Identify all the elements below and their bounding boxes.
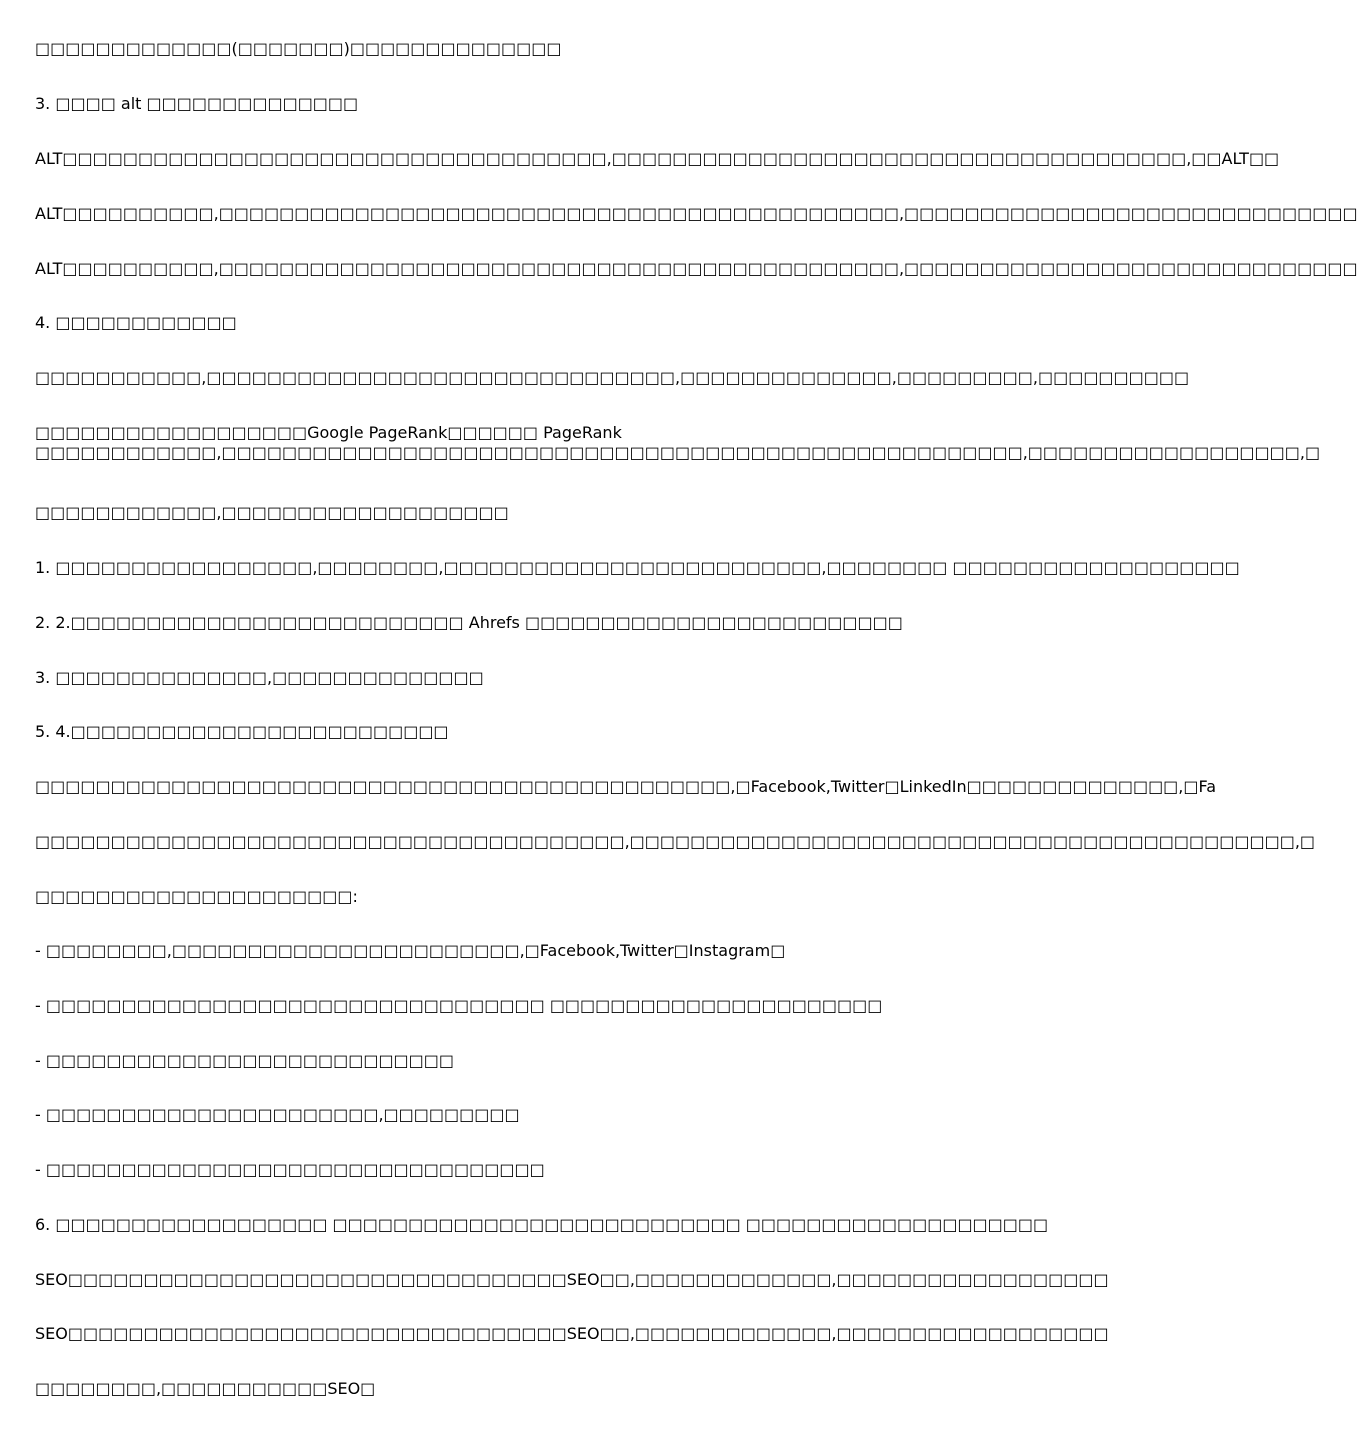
pagerank-paragraph	[35, 423, 1321, 463]
section-heading-3: 3. □□□□ alt □□□□□□□□□□□□□□	[35, 94, 359, 113]
bullet-item-1: - □□□□□□□□,□□□□□□□□□□□□□□□□□□□□□□□,□Facebook,Twitter□Instagram□	[35, 941, 786, 960]
paragraph-line-16: □□□□□□□□□□□□□□□□□□□□□□□□□□□□□□□□□□□□□□□,□□□□□□□□□□□□□□□□□□□□□□□□□□□□□□□□□□□□□□□□□□□□,□	[35, 832, 1316, 851]
bullet-item-4: - □□□□□□□□□□□□□□□□□□□□□□,□□□□□□□□□	[35, 1105, 520, 1124]
pagerank-paragraph-line-2: □□□□□□□□□□□□,□□□□□□□□□□□□□□□□□□□□□□□□□□□□□□□□□□□□□□□□□□□□□□□□□□□□□,□□□□□□□□□□□□□□□□□□,□	[35, 443, 1321, 462]
list-item-1: 1. □□□□□□□□□□□□□□□□□,□□□□□□□□,□□□□□□□□□□□□□□□□□□□□□□□□□,□□□□□□□□ □□□□□□□□□□□□□□□□□□□	[35, 558, 1240, 577]
paragraph-line-26: □□□□□□□□,□□□□□□□□□□□SEO□	[35, 1379, 376, 1398]
bullet-item-3: - □□□□□□□□□□□□□□□□□□□□□□□□□□□	[35, 1051, 455, 1070]
pagerank-paragraph-line-1: □□□□□□□□□□□□□□□□□□Google PageRank□□□□□□ PageRank	[35, 423, 622, 442]
bullet-item-5: - □□□□□□□□□□□□□□□□□□□□□□□□□□□□□□□□□	[35, 1160, 545, 1179]
section-heading-6: 6. □□□□□□□□□□□□□□□□□□ □□□□□□□□□□□□□□□□□□□□□□□□□□□ □□□□□□□□□□□□□□□□□□□□	[35, 1215, 1049, 1234]
paragraph-line-7: □□□□□□□□□□□,□□□□□□□□□□□□□□□□□□□□□□□□□□□□□□□,□□□□□□□□□□□□□□,□□□□□□□□□,□□□□□□□□□□	[35, 368, 1190, 387]
paragraph-line-5: ALT□□□□□□□□□□,□□□□□□□□□□□□□□□□□□□□□□□□□□□□□□□□□□□□□□□□□□□□□,□□□□□□□□□□□□□□□□□□□□□□□□□□□□□□	[35, 259, 1358, 278]
section-heading-5: 5. 4.□□□□□□□□□□□□□□□□□□□□□□□□□	[35, 722, 449, 741]
paragraph-line-4: ALT□□□□□□□□□□,□□□□□□□□□□□□□□□□□□□□□□□□□□□□□□□□□□□□□□□□□□□□□,□□□□□□□□□□□□□□□□□□□□□□□□□□□□□□	[35, 204, 1358, 223]
paragraph-line-15: □□□□□□□□□□□□□□□□□□□□□□□□□□□□□□□□□□□□□□□□□□□□□□,□Facebook,Twitter□LinkedIn□□□□□□□□□□□□□□,□Fa	[35, 777, 1217, 796]
paragraph-line-3: ALT□□□□□□□□□□□□□□□□□□□□□□□□□□□□□□□□□□□□,□□□□□□□□□□□□□□□□□□□□□□□□□□□□□□□□□□□□□□,□□ALT□□	[35, 149, 1280, 168]
section-heading-4: 4. □□□□□□□□□□□□	[35, 313, 237, 332]
list-item-3: 3. □□□□□□□□□□□□□□,□□□□□□□□□□□□□□	[35, 668, 484, 687]
list-item-2: 2. 2.□□□□□□□□□□□□□□□□□□□□□□□□□□ Ahrefs □□□□□□□□□□□□□□□□□□□□□□□□□	[35, 613, 903, 632]
paragraph-line-25: SEO□□□□□□□□□□□□□□□□□□□□□□□□□□□□□□□□□SEO□□,□□□□□□□□□□□□□,□□□□□□□□□□□□□□□□□□	[35, 1324, 1109, 1343]
paragraph-line-24: SEO□□□□□□□□□□□□□□□□□□□□□□□□□□□□□□□□□SEO□□,□□□□□□□□□□□□□,□□□□□□□□□□□□□□□□□□	[35, 1270, 1109, 1289]
paragraph-line-1: □□□□□□□□□□□□□(□□□□□□□)□□□□□□□□□□□□□□	[35, 39, 562, 58]
bullet-item-2: - □□□□□□□□□□□□□□□□□□□□□□□□□□□□□□□□□ □□□□□□□□□□□□□□□□□□□□□□	[35, 996, 883, 1015]
paragraph-line-10: □□□□□□□□□□□□,□□□□□□□□□□□□□□□□□□□	[35, 503, 509, 522]
paragraph-line-17: □□□□□□□□□□□□□□□□□□□□□:	[35, 887, 358, 906]
